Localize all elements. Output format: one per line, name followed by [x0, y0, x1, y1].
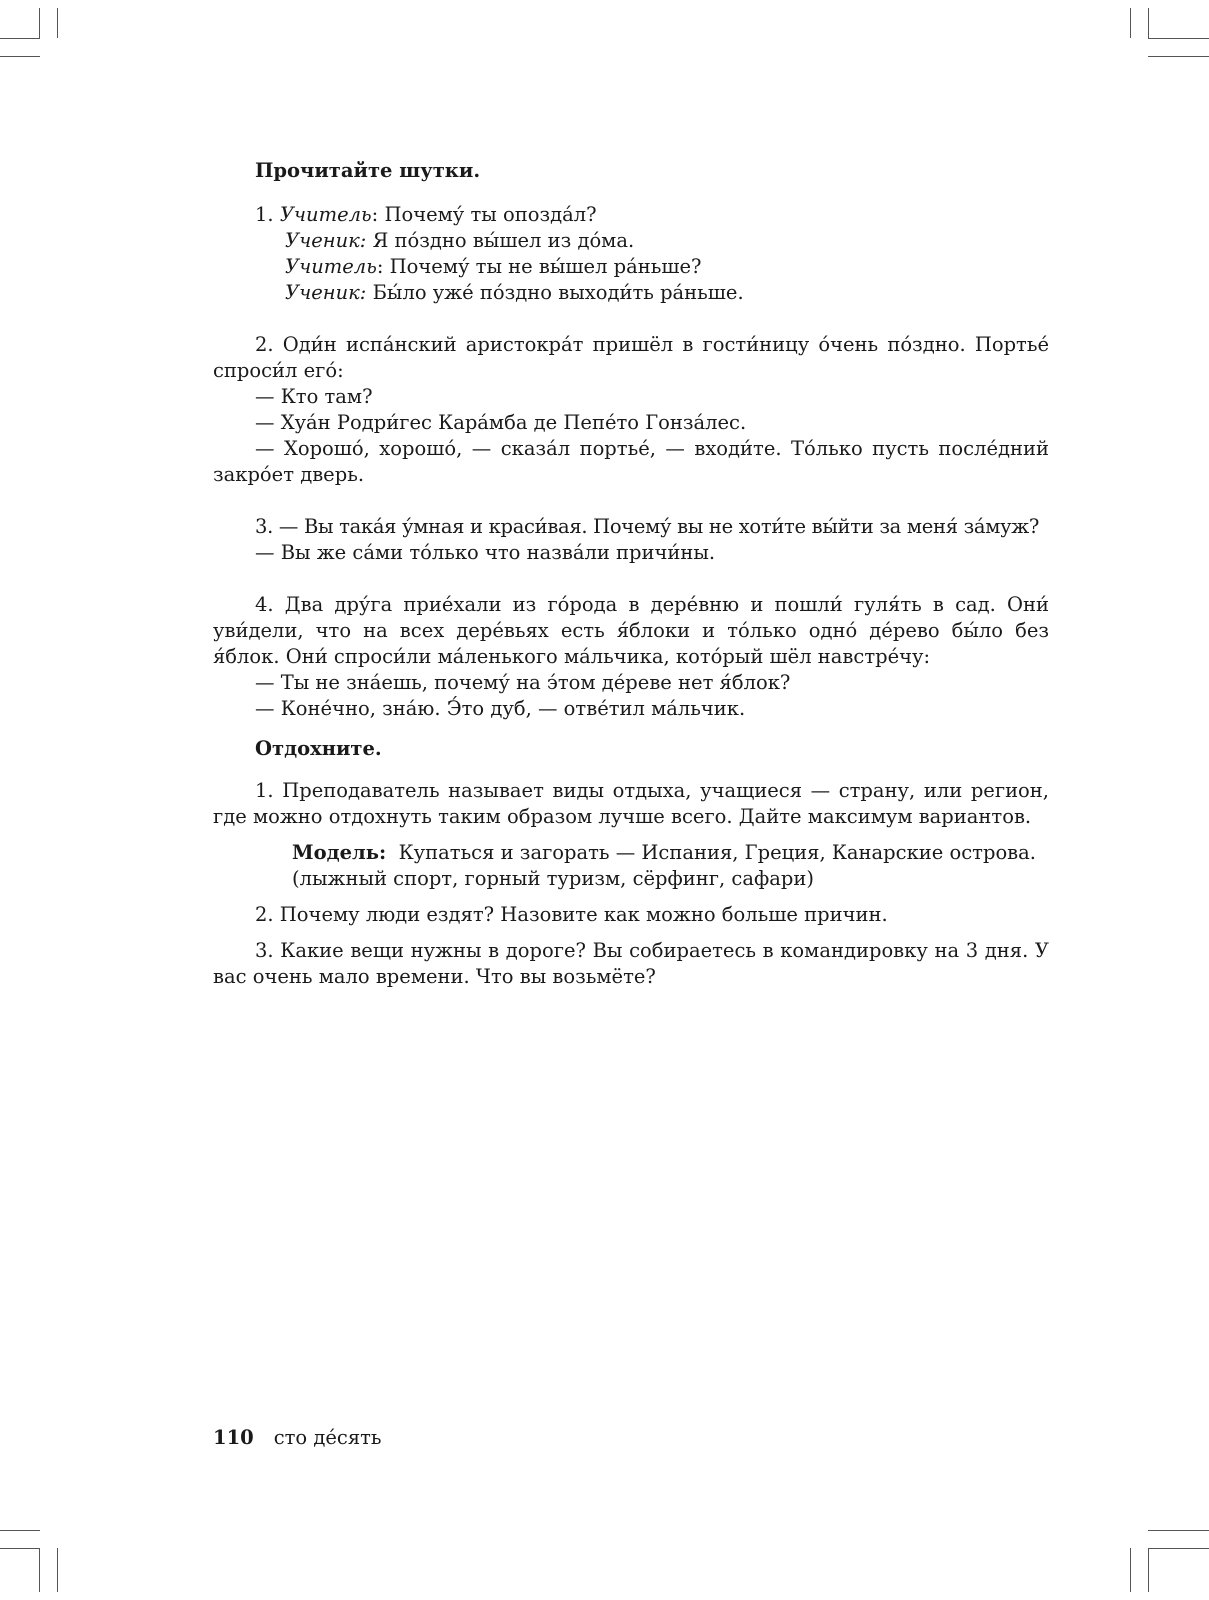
joke-intro: 2. Оди́н испа́нский аристокра́т пришёл в гости́ницу о́чень по́здно. Портье́ спроси́л его́: — [213, 333, 1049, 382]
dialogue-line — [213, 202, 1049, 228]
crop-mark — [57, 1548, 58, 1592]
separator: : — [371, 203, 385, 226]
line-text: Бы́ло уже́ по́здно выходи́ть ра́ньше. — [372, 281, 744, 304]
crop-mark — [57, 8, 58, 38]
section-heading-rest: Отдохните. — [255, 737, 382, 760]
crop-mark — [1130, 1548, 1131, 1592]
joke-number: 1. — [255, 203, 274, 226]
crop-mark — [0, 56, 40, 57]
crop-mark — [39, 1548, 40, 1592]
crop-mark — [1148, 1548, 1209, 1549]
crop-mark — [1148, 38, 1209, 39]
line-text: Почему́ ты опозда́л? — [384, 203, 597, 226]
joke-intro: 4. Два дру́га прие́хали из го́рода в дере́вню и пошли́ гуля́ть в сад. Они́ уви́дели, что на всех дере́вьях есть я́блоки и то́лько одно́ де́рево бы́ло без я́блок. Они́ спроси́ли ма́ленького ма́льчика, кото́рый шёл навстре́чу: — [213, 593, 1049, 668]
dialogue-line — [213, 254, 1049, 280]
dialogue-line — [213, 280, 1049, 306]
speaker: Учитель — [279, 203, 372, 226]
speaker: Ученик: — [285, 281, 367, 304]
line-text: Я по́здно вы́шел из до́ма. — [372, 229, 635, 252]
crop-mark — [39, 8, 40, 38]
crop-mark — [0, 1548, 40, 1549]
crop-mark — [1148, 1548, 1149, 1592]
speaker: Ученик: — [285, 229, 367, 252]
model-note: (лыжный спорт, горный туризм, сёрфинг, сафари) — [292, 867, 814, 890]
page-content — [213, 158, 1049, 990]
speaker: Учитель — [285, 255, 377, 278]
page-number-words: сто де́сять — [273, 1426, 382, 1449]
dialogue-line: 3. — Вы така́я у́мная и краси́вая. Почему́ вы не хоти́те вы́йти за меня́ за́муж? — [255, 515, 1040, 538]
page-footer — [213, 1425, 382, 1451]
dialogue-line — [213, 228, 1049, 254]
crop-mark — [0, 38, 40, 39]
task-1: 1. Преподаватель называет виды отдыха, учащиеся — страну, или регион, где можно отдохнуть таким образом лучше всего. Дайте максимум вариантов. — [213, 779, 1049, 828]
model-label: Модель: — [292, 841, 387, 864]
separator: : — [376, 255, 390, 278]
crop-mark — [1148, 8, 1149, 38]
dialogue-line: — Коне́чно, зна́ю. Э́то дуб, — отве́тил ма́льчик. — [255, 697, 746, 720]
section-heading-jokes: Прочитайте шутки. — [255, 159, 481, 182]
model-example — [213, 840, 1049, 866]
joke-4 — [213, 592, 1049, 722]
crop-mark — [1148, 56, 1209, 57]
crop-mark — [1130, 8, 1131, 38]
dialogue-line: — Кто там? — [255, 385, 373, 408]
model-text: Купаться и загорать — Испания, Греция, Канарские острова. — [398, 841, 1036, 864]
task-3: 3. Какие вещи нужны в дороге? Вы собираетесь в командировку на 3 дня. У вас очень мало времени. Что вы возьмёте? — [213, 939, 1049, 988]
dialogue-line: — Ты не зна́ешь, почему́ на э́том де́реве нет я́блок? — [255, 671, 791, 694]
dialogue-line: — Хуа́н Родри́гес Кара́мба де Пепе́то Гонза́лес. — [255, 411, 747, 434]
task-2: 2. Почему люди ездят? Назовите как можно больше причин. — [255, 903, 888, 926]
crop-mark — [0, 1530, 40, 1531]
joke-2 — [213, 332, 1049, 488]
line-text: Почему́ ты не вы́шел ра́ньше? — [389, 255, 702, 278]
page-number: 110 — [213, 1426, 254, 1449]
dialogue-line: — Хорошо́, хорошо́, — сказа́л портье́, — входи́те. То́лько пусть после́дний закро́ет дверь. — [213, 437, 1049, 486]
dialogue-line: — Вы же са́ми то́лько что назва́ли причи́ны. — [255, 541, 716, 564]
crop-mark — [1148, 1530, 1209, 1531]
joke-3 — [213, 514, 1049, 566]
joke-1 — [213, 202, 1049, 306]
